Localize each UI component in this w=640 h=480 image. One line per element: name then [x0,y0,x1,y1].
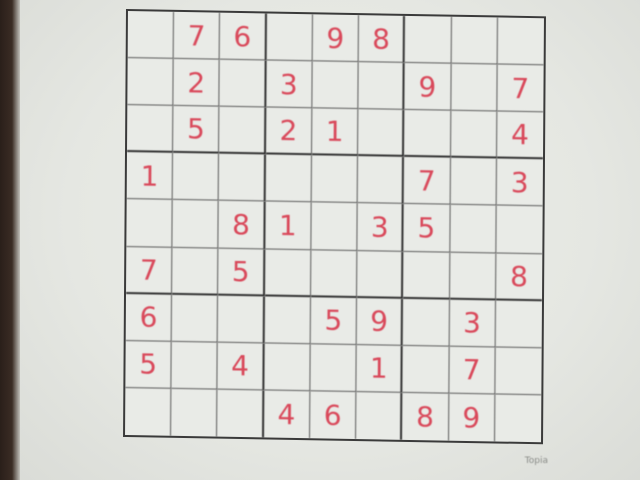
sudoku-cell-r6-c3[interactable]: 5 [218,248,265,296]
sudoku-cell-r6-c9[interactable]: 8 [496,253,543,301]
sudoku-cell-r8-c9[interactable] [495,347,542,395]
sudoku-cell-r9-c6[interactable] [356,392,403,440]
sudoku-cell-r7-c9[interactable] [495,300,542,348]
sudoku-cell-r8-c8[interactable]: 7 [449,346,496,394]
sudoku-cell-r9-c1[interactable] [125,388,172,436]
sudoku-cell-r9-c8[interactable]: 9 [449,394,496,442]
sudoku-grid [123,9,546,444]
sudoku-cell-r2-c9[interactable]: 7 [497,65,544,113]
sudoku-cell-r9-c9[interactable] [495,394,542,442]
sudoku-cell-r7-c2[interactable] [172,294,219,342]
sudoku-cell-r1-c6[interactable]: 8 [359,15,406,63]
sudoku-cell-r2-c8[interactable] [451,64,498,112]
sudoku-cell-r9-c3[interactable] [217,389,264,437]
sudoku-cell-r1-c7[interactable] [405,16,452,64]
sudoku-cell-r8-c1[interactable]: 5 [125,341,172,389]
sudoku-cell-r7-c4[interactable] [264,296,311,344]
sudoku-cell-r9-c4[interactable]: 4 [264,390,311,438]
sudoku-cell-r8-c5[interactable] [310,344,357,392]
sudoku-cell-r1-c1[interactable] [128,11,175,59]
sudoku-cell-r3-c5[interactable]: 1 [312,108,359,156]
sudoku-cell-r3-c4[interactable]: 2 [266,108,313,156]
sudoku-cell-r2-c2[interactable]: 2 [174,59,221,107]
sudoku-cell-r7-c7[interactable] [403,299,450,347]
sudoku-cell-r4-c3[interactable] [219,154,266,202]
sudoku-cell-r1-c4[interactable] [266,13,313,61]
sudoku-cell-r5-c4[interactable]: 1 [265,202,312,250]
sudoku-cell-r1-c9[interactable] [497,17,544,65]
sudoku-cell-r3-c3[interactable] [219,107,266,155]
sudoku-cell-r2-c4[interactable]: 3 [266,61,313,109]
sudoku-cell-r1-c5[interactable]: 9 [313,14,360,62]
sudoku-cell-r3-c7[interactable] [404,110,451,158]
sudoku-cell-r4-c5[interactable] [312,156,359,204]
sudoku-cell-r4-c2[interactable] [173,153,220,201]
sudoku-cell-r5-c8[interactable] [450,205,497,253]
sudoku-cell-r2-c1[interactable] [127,58,174,106]
sudoku-cell-r6-c4[interactable] [265,249,312,297]
sudoku-cell-r2-c3[interactable] [220,60,267,108]
sudoku-cell-r6-c8[interactable] [450,252,497,300]
sudoku-cell-r4-c1[interactable]: 1 [127,152,174,200]
sudoku-cell-r6-c7[interactable] [403,251,450,299]
sudoku-cell-r4-c7[interactable]: 7 [404,157,451,205]
sudoku-cell-r9-c5[interactable]: 6 [310,391,357,439]
sudoku-cell-r3-c9[interactable]: 4 [497,112,544,160]
sudoku-cell-r7-c8[interactable]: 3 [449,299,496,347]
sudoku-cell-r4-c8[interactable] [450,158,497,206]
sudoku-cell-r7-c6[interactable]: 9 [357,298,404,346]
sudoku-cell-r9-c2[interactable] [171,389,218,437]
sudoku-cell-r8-c6[interactable]: 1 [356,345,403,393]
sudoku-cell-r5-c7[interactable]: 5 [404,204,451,252]
sudoku-cell-r8-c2[interactable] [172,342,219,390]
sudoku-cell-r4-c4[interactable] [265,155,312,203]
sudoku-cell-r3-c1[interactable] [127,105,174,153]
sudoku-cell-r1-c3[interactable]: 6 [220,13,267,61]
sudoku-cell-r2-c6[interactable] [358,62,405,110]
sudoku-board [123,9,546,444]
sudoku-cell-r6-c5[interactable] [311,250,358,298]
sudoku-cell-r3-c8[interactable] [451,111,498,159]
sudoku-cell-r9-c7[interactable]: 8 [402,393,449,441]
sudoku-cell-r2-c7[interactable]: 9 [405,63,452,111]
sudoku-cell-r6-c2[interactable] [172,247,219,295]
sudoku-cell-r8-c7[interactable] [403,346,450,394]
sudoku-cell-r5-c5[interactable] [311,203,358,251]
sudoku-cell-r2-c5[interactable] [312,61,359,109]
sudoku-cell-r7-c3[interactable] [218,295,265,343]
sudoku-cell-r7-c1[interactable]: 6 [126,294,173,342]
sudoku-cell-r1-c8[interactable] [451,17,498,65]
sudoku-cell-r7-c5[interactable]: 5 [311,297,358,345]
sudoku-cell-r8-c3[interactable]: 4 [218,342,265,390]
sudoku-cell-r5-c1[interactable] [126,199,173,247]
sudoku-cell-r5-c9[interactable] [496,206,543,254]
sudoku-cell-r4-c9[interactable]: 3 [496,159,543,207]
sudoku-cell-r5-c3[interactable]: 8 [219,201,266,249]
sudoku-cell-r1-c2[interactable]: 7 [174,12,221,60]
sudoku-cell-r6-c6[interactable] [357,251,404,299]
sudoku-cell-r6-c1[interactable]: 7 [126,247,173,295]
sudoku-cell-r8-c4[interactable] [264,343,311,391]
publisher-mark: Topia [524,456,548,466]
sudoku-cell-r3-c6[interactable] [358,109,405,157]
sudoku-cell-r3-c2[interactable]: 5 [173,106,220,154]
sudoku-cell-r4-c6[interactable] [358,156,405,204]
sudoku-cell-r5-c6[interactable]: 3 [357,203,404,251]
sudoku-cell-r5-c2[interactable] [173,200,220,248]
